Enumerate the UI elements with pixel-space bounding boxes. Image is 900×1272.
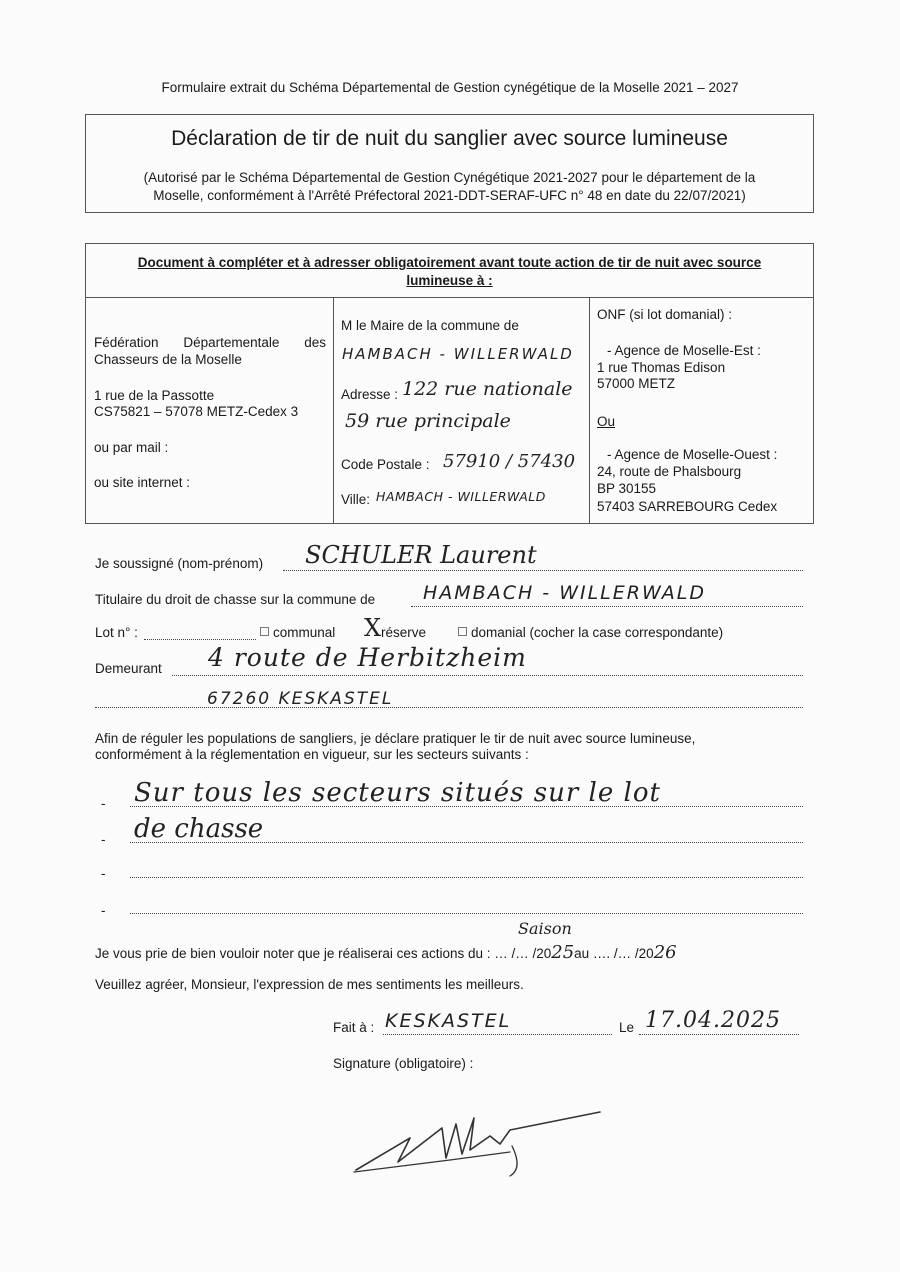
mayor-address-value2: 59 rue principale xyxy=(345,410,511,432)
date-line xyxy=(639,1034,799,1035)
place-label: Fait à : xyxy=(333,1020,375,1035)
intro-line1: Afin de réguler les populations de sangliers, je déclare pratiquer le tir de nuit avec source lumineuse, xyxy=(95,731,696,746)
date-label: Le xyxy=(619,1020,635,1035)
lot-option-communal-label: communal xyxy=(273,625,336,640)
fdc-web-label: ou site internet : xyxy=(94,475,191,490)
name-label: Je soussigné (nom-prénom) xyxy=(95,556,264,571)
dates-line xyxy=(95,942,677,963)
fdc-mail-label: ou par mail : xyxy=(94,440,169,455)
sector-value-1: Sur tous les secteurs situés sur le lot xyxy=(134,778,661,808)
onf-west-address2: BP 30155 xyxy=(597,481,657,496)
residence-line2 xyxy=(95,707,803,708)
sector-bullet-1: - xyxy=(101,796,106,811)
form-header: Formulaire extrait du Schéma Départemental de Gestion cynégétique de la Moselle 2021 – 2027 xyxy=(161,80,739,95)
residence-label: Demeurant xyxy=(95,661,162,676)
recipients-heading-line1: Document à compléter et à adresser obligatoirement avant toute action de tir de nuit avec source xyxy=(137,255,762,270)
dates-text-start: Je vous prie de bien vouloir noter que je réaliserai ces actions du : … /… /20 xyxy=(95,946,552,961)
holder-line xyxy=(411,606,803,607)
residence-line1 xyxy=(172,675,803,676)
place-value: KESKASTEL xyxy=(385,1010,512,1032)
lot-option-communal xyxy=(260,625,335,640)
sector-bullet-4: - xyxy=(101,903,106,918)
sector-line-3 xyxy=(130,877,803,878)
date-value: 17.04.2025 xyxy=(645,1008,781,1033)
holder-label: Titulaire du droit de chasse sur la commune de xyxy=(95,592,376,607)
onf-west-address1: 24, route de Phalsbourg xyxy=(597,464,742,479)
onf-east-address1: 1 rue Thomas Edison xyxy=(597,360,726,375)
lot-option-domanial xyxy=(458,625,723,640)
reserve-check-mark: X xyxy=(364,614,382,642)
fdc-org-line1: Fédération Départementale des xyxy=(94,335,326,350)
sector-bullet-3: - xyxy=(101,866,106,881)
season-note: Saison xyxy=(518,919,572,938)
lot-label: Lot n° : xyxy=(95,625,138,640)
intro-line2: conformément à la réglementation en vigueur, sur les secteurs suivants : xyxy=(95,747,529,762)
mayor-postal-label: Code Postale : xyxy=(341,457,430,472)
onf-west-name: - Agence de Moselle-Ouest : xyxy=(607,447,778,462)
mayor-label: M le Maire de la commune de xyxy=(341,318,519,333)
form-subtitle-line2: Moselle, conformément à l'Arrêté Préfectoral 2021-DDT-SERAF-UFC n° 48 en date du 22/07/2021) xyxy=(153,188,746,203)
dates-year-start: 25 xyxy=(551,942,575,963)
name-value: SCHULER Laurent xyxy=(305,541,537,569)
mayor-city-label: Ville: xyxy=(341,492,371,507)
onf-east-name: - Agence de Moselle-Est : xyxy=(607,343,761,358)
signature-label: Signature (obligatoire) : xyxy=(333,1056,474,1071)
recipients-box xyxy=(85,243,814,524)
mayor-postal-value: 57910 / 57430 xyxy=(443,451,576,472)
checkbox-domanial[interactable] xyxy=(458,627,467,636)
sector-value-2: de chasse xyxy=(134,814,264,844)
mayor-address-label: Adresse : xyxy=(341,387,399,402)
dates-text-end: au …. /… /20 xyxy=(574,946,654,961)
onf-west-address3: 57403 SARREBOURG Cedex xyxy=(597,499,778,514)
mayor-city-value: HAMBACH - WILLERWALD xyxy=(376,489,546,504)
residence-value2: 67260 KESKASTEL xyxy=(207,689,394,709)
onf-label: ONF (si lot domanial) : xyxy=(597,307,733,322)
column-divider-2 xyxy=(589,297,590,523)
name-line xyxy=(283,570,803,571)
residence-value1: 4 route de Herbitzheim xyxy=(208,643,527,672)
lot-option-domanial-label: domanial (cocher la case correspondante) xyxy=(471,625,724,640)
fdc-address-line1: 1 rue de la Passotte xyxy=(94,388,215,403)
onf-or-label: Ou xyxy=(597,414,616,429)
checkbox-communal[interactable] xyxy=(260,627,269,636)
fdc-address-line2: CS75821 – 57078 METZ-Cedex 3 xyxy=(94,404,299,419)
title-box xyxy=(85,114,814,213)
mayor-commune-value: HAMBACH - WILLERWALD xyxy=(342,345,574,363)
mayor-address-value1: 122 rue nationale xyxy=(402,378,573,400)
lot-option-reserve-label: réserve xyxy=(381,625,427,640)
closing-sentence: Veuillez agréer, Monsieur, l'expression de mes sentiments les meilleurs. xyxy=(95,977,524,992)
sector-bullet-2: - xyxy=(101,832,106,847)
handwritten-signature xyxy=(350,1100,610,1190)
form-subtitle-line1: (Autorisé par le Schéma Départemental de Gestion Cynégétique 2021-2027 pour le département de la xyxy=(143,170,756,185)
sector-line-4 xyxy=(130,913,803,914)
dates-year-end: 26 xyxy=(653,942,677,963)
lot-number-line xyxy=(144,639,256,640)
form-title: Déclaration de tir de nuit du sanglier avec source lumineuse xyxy=(171,127,728,150)
fdc-org-line2: Chasseurs de la Moselle xyxy=(94,352,242,367)
heading-divider xyxy=(86,297,813,298)
recipients-heading-line2: lumineuse à : xyxy=(406,273,493,288)
holder-value: HAMBACH - WILLERWALD xyxy=(423,582,707,604)
place-line xyxy=(383,1034,612,1035)
column-divider-1 xyxy=(333,297,334,523)
onf-east-address2: 57000 METZ xyxy=(597,376,676,391)
